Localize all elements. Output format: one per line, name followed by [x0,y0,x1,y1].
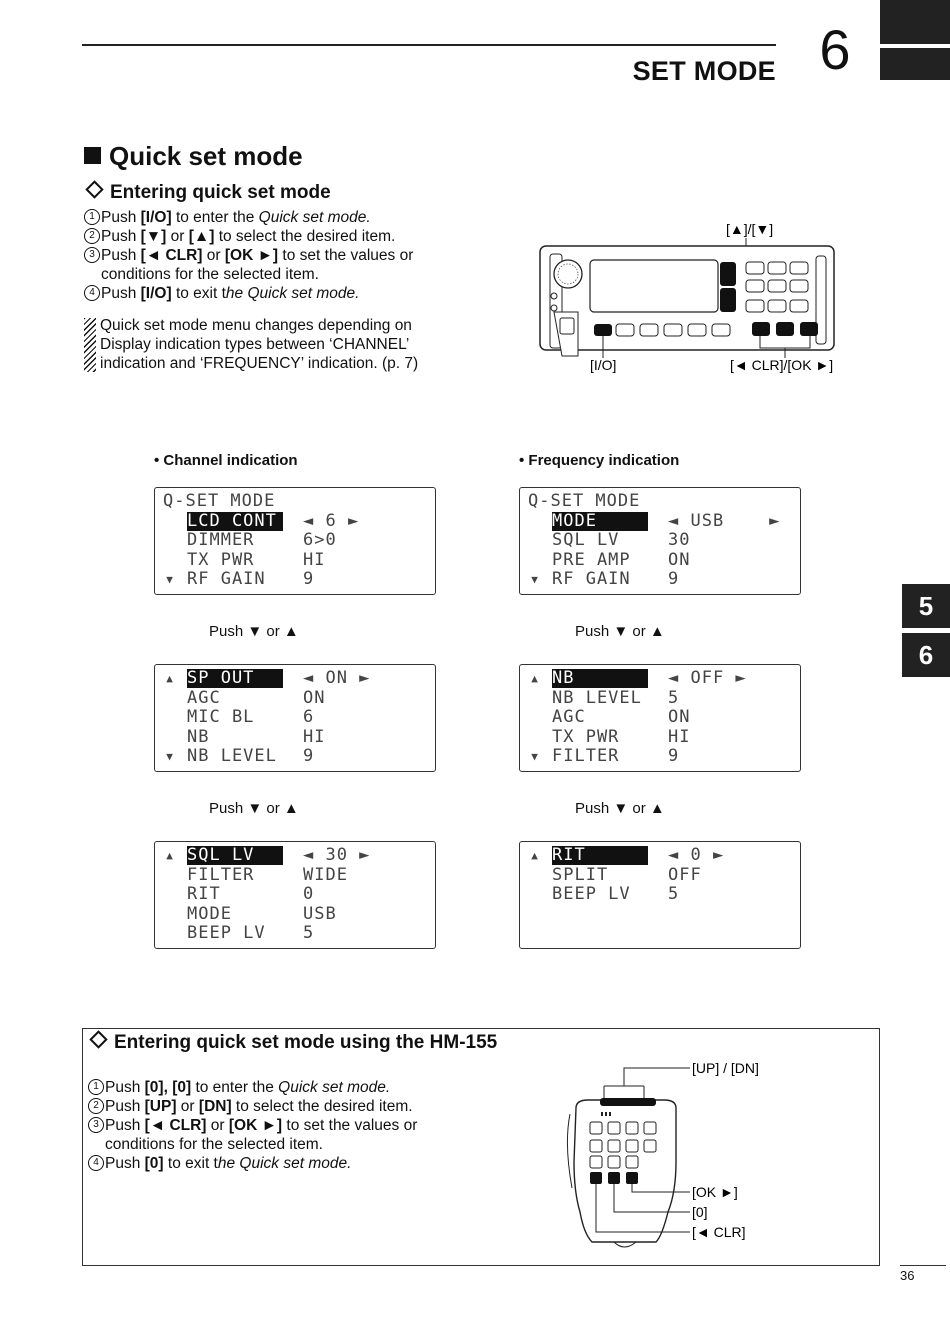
lcd-value: 9 [668,569,680,590]
lcd-item: RF GAIN [552,569,631,590]
lcd-item: BEEP LV [552,884,631,905]
lcd-value: ON [668,707,691,728]
note-block [84,316,464,373]
steps-list-2 [88,1078,468,1173]
lcd-row [520,866,800,885]
lcd-row [155,905,435,924]
lcd-row [520,747,800,766]
lcd-value: 6>0 [303,530,337,551]
lcd-value: HI [668,726,691,747]
lcd-value: HI [303,726,326,747]
scroll-up-icon: ▲ [166,672,174,685]
lcd-row [155,708,435,727]
lcd-title: Q-SET MODE [163,491,276,511]
lcd-value: ◄ USB ► [668,510,781,531]
step-2: 2 Push [UP] or [DN] to select the desired item. [88,1097,468,1116]
ok-key-label: [OK ►] [692,1184,738,1200]
lcd-row [520,512,800,531]
push-caption: Push ▼ or ▲ [209,623,299,640]
lcd-value: 9 [668,746,680,767]
lcd-item: TX PWR [552,726,620,747]
frequency-lcd-screen [519,487,801,595]
hm155-microphone-illustration [560,1056,780,1260]
lcd-value: ON [668,549,691,570]
lcd-value: HI [303,549,326,570]
side-tab-6[interactable]: 6 [902,633,950,677]
lcd-value: 9 [303,569,315,590]
lcd-row [520,531,800,550]
push-caption: Push ▼ or ▲ [209,800,299,817]
lcd-value: ◄ OFF ► [668,668,747,688]
lcd-row [155,551,435,570]
sub-heading-hm155: Entering quick set mode using the HM-155 [88,1032,497,1054]
lcd-value: 30 [668,530,691,551]
lcd-value: USB [303,903,337,924]
lcd-value: ◄ 0 ► [668,845,725,865]
lcd-row [520,689,800,708]
lcd-value: ◄ 30 ► [303,845,371,865]
lcd-value: 5 [303,923,315,944]
lcd-row [520,492,800,511]
lcd-value: WIDE [303,864,348,885]
lcd-item: MIC BL [187,707,255,728]
section-heading: Quick set mode [84,141,303,172]
lcd-row [155,669,435,688]
frequency-lcd-screen [519,664,801,772]
side-tab-5[interactable]: 5 [902,584,950,628]
lcd-selected-item: NB [552,669,648,688]
step-1: 1 Push [0], [0] to enter the Quick set mode. [88,1078,468,1097]
lcd-row [155,885,435,904]
lcd-row [520,551,800,570]
lcd-item: AGC [187,687,221,708]
steps-list-1 [84,208,464,303]
lcd-item: BEEP LV [187,923,266,944]
step-3: 3 Push [◄ CLR] or [OK ►] to set the values or conditions for the selected item. [84,246,464,284]
scroll-down-icon: ▼ [531,573,539,587]
lcd-item: SPLIT [552,864,609,885]
lcd-row [155,689,435,708]
lcd-row [520,885,800,904]
lcd-item: TX PWR [187,549,255,570]
lcd-item: AGC [552,707,586,728]
step-4: 4 Push [I/O] to exit the Quick set mode. [84,284,464,303]
lcd-selected-item: SP OUT [187,669,283,688]
lcd-row [520,669,800,688]
page-number: 36 [900,1268,915,1283]
clr-ok-key-label: [◄ CLR]/[OK ►] [730,357,834,373]
lcd-row [155,747,435,766]
note-icon [84,318,96,372]
lcd-selected-item: SQL LV [187,846,283,865]
lcd-value: ◄ ON ► [303,668,371,688]
chapter-block-bottom [880,48,950,80]
scroll-down-icon: ▼ [166,750,174,764]
lcd-row [520,570,800,589]
lcd-selected-item: LCD CONT [187,512,283,531]
frequency-lcd-screen [519,841,801,949]
channel-indication-label: • Channel indication [154,452,298,469]
lcd-item: MODE [187,903,232,924]
step-2: 2 Push [▼] or [▲] to select the desired item. [84,227,464,246]
lcd-item: FILTER [187,864,255,885]
scroll-up-icon: ▲ [531,849,539,862]
lcd-value: 9 [303,746,315,767]
channel-lcd-screen [154,841,436,949]
lcd-item: DIMMER [187,530,255,551]
lcd-row [520,708,800,727]
scroll-up-icon: ▲ [531,672,539,685]
lcd-row [155,492,435,511]
lcd-item: RF GAIN [187,569,266,590]
clr-key-label: [◄ CLR] [692,1224,746,1240]
scroll-up-icon: ▲ [166,849,174,862]
sub-heading-entering: Entering quick set mode [84,182,331,204]
lcd-row [155,866,435,885]
lcd-item: FILTER [552,746,620,767]
updown-key-label: [▲]/[▼] [726,221,774,237]
push-caption: Push ▼ or ▲ [575,800,665,817]
lcd-item: NB LEVEL [552,687,642,708]
lcd-value: 5 [668,687,680,708]
lcd-item: RIT [187,884,221,905]
scroll-down-icon: ▼ [166,573,174,587]
lcd-value: OFF [668,864,702,885]
lcd-selected-item: RIT [552,846,648,865]
lcd-selected-item: MODE [552,512,648,531]
updn-key-label: [UP] / [DN] [692,1060,759,1076]
lcd-title: Q-SET MODE [528,491,641,511]
step-1: 1 Push [I/O] to enter the Quick set mode. [84,208,464,227]
lcd-value: 6 [303,707,315,728]
lcd-row [155,570,435,589]
lcd-value: ON [303,687,326,708]
lcd-row [520,846,800,865]
header-rule [82,44,776,46]
lcd-item: NB LEVEL [187,746,277,767]
lcd-item: NB [187,726,210,747]
frequency-indication-label: • Frequency indication [519,452,680,469]
zero-key-label: [0] [692,1204,708,1220]
push-caption: Push ▼ or ▲ [575,623,665,640]
scroll-down-icon: ▼ [531,750,539,764]
square-bullet-icon [84,147,101,164]
lcd-row [155,728,435,747]
lcd-item: SQL LV [552,530,620,551]
lcd-value: 5 [668,884,680,905]
channel-lcd-screen [154,664,436,772]
lcd-value: 0 [303,884,315,905]
lcd-item: PRE AMP [552,549,631,570]
note-text: Quick set mode menu changes depending on Display indication types between ‘CHANNEL’ indication and ‘FREQUENCY’ indication. (p. 7) [100,317,419,372]
footer-rule [900,1265,946,1266]
diamond-icon [89,1030,107,1048]
lcd-row [520,728,800,747]
step-4: 4 Push [0] to exit the Quick set mode. [88,1154,468,1173]
io-key-label: [I/O] [590,357,617,373]
radio-front-panel-illustration [520,216,850,381]
chapter-block-top [880,0,950,44]
lcd-row [155,924,435,943]
channel-lcd-screen [154,487,436,595]
lcd-row [155,846,435,865]
lcd-value: ◄ 6 ► [303,510,360,531]
diamond-icon [85,180,103,198]
lcd-row [155,512,435,531]
lcd-row [155,531,435,550]
chapter-title: SET MODE [632,56,776,86]
chapter-number: 6 [819,18,851,81]
step-3: 3 Push [◄ CLR] or [OK ►] to set the values or conditions for the selected item. [88,1116,468,1154]
